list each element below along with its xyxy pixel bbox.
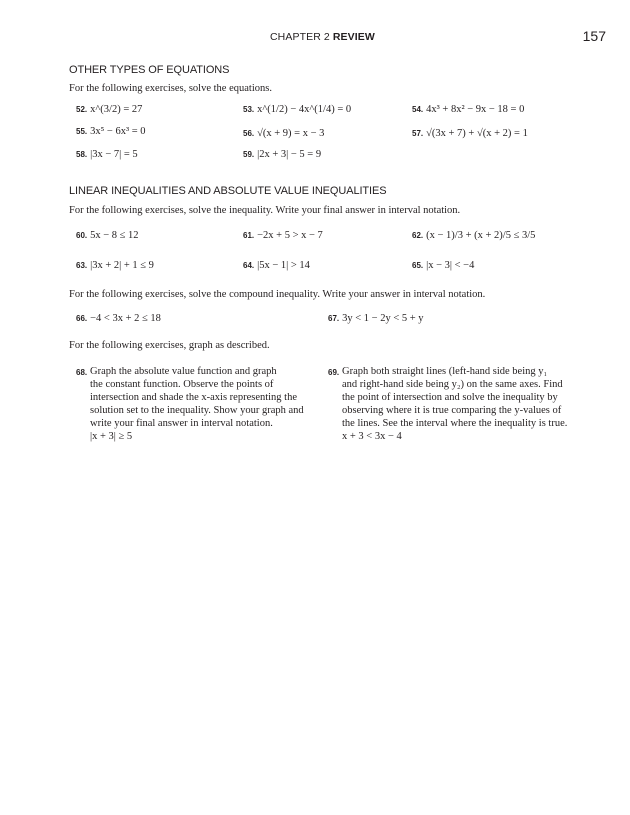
exercise-line: the constant function. Observe the points of: [90, 379, 274, 390]
exercise-text: x^(1/2) − 4x^(1/4) = 0: [257, 104, 352, 115]
exercise-number: 54.: [412, 105, 424, 114]
exercise-number: 56.: [243, 129, 255, 138]
instruction-compound-inequality: For the following exercises, solve the compound inequality. Write your answer in interval notation.: [69, 289, 486, 300]
exercise-64: [243, 260, 310, 271]
exercise-text: (x − 1)/3 + (x + 2)/5 ≤ 3/5: [426, 230, 536, 241]
exercise-59: [243, 149, 321, 160]
exercise-number: 65.: [412, 261, 424, 270]
exercise-55: [76, 126, 146, 137]
exercise-text: 4x³ + 8x² − 9x − 18 = 0: [426, 104, 525, 115]
section-label: REVIEW: [332, 31, 375, 43]
exercise-number: 61.: [243, 231, 255, 240]
exercise-text: 3y < 1 − 2y < 5 + y: [342, 313, 424, 324]
exercise-text: |2x + 3| − 5 = 9: [257, 149, 322, 160]
exercise-53: [243, 104, 351, 115]
instruction-solve-equations: For the following exercises, solve the equations.: [69, 83, 272, 94]
exercise-number: 52.: [76, 105, 88, 114]
page-number: 157: [582, 28, 606, 44]
exercise-60: [76, 230, 139, 241]
section-title-other-equations: OTHER TYPES OF EQUATIONS: [69, 64, 230, 76]
exercise-text: x^(3/2) = 27: [90, 104, 143, 115]
exercise-68: [76, 365, 340, 443]
exercise-inequality: |x + 3| ≥ 5: [90, 431, 133, 442]
exercise-62: [412, 230, 535, 241]
exercise-65: [412, 260, 474, 271]
exercise-line: the point of intersection and solve the inequality by: [342, 392, 558, 403]
exercise-text: |3x − 7| = 5: [90, 149, 138, 160]
exercise-line: write your final answer in interval notation.: [90, 418, 273, 429]
instruction-solve-inequality: For the following exercises, solve the inequality. Write your final answer in interval notation.: [69, 205, 461, 216]
exercise-63: [76, 260, 154, 271]
exercise-54: [412, 104, 524, 115]
exercise-number: 62.: [412, 231, 424, 240]
exercise-52: [76, 104, 142, 115]
exercise-text: 3x⁵ − 6x³ = 0: [90, 126, 146, 137]
exercise-line: the lines. See the interval where the inequality is true.: [342, 418, 568, 429]
exercise-number: 66.: [76, 314, 88, 323]
exercise-text: 5x − 8 ≤ 12: [90, 230, 139, 241]
exercise-number: 68.: [76, 368, 88, 377]
exercise-56: [243, 128, 324, 139]
exercise-text: |x − 3| < −4: [426, 260, 475, 271]
exercise-number: 69.: [328, 368, 340, 377]
exercise-line: intersection and shade the x-axis representing the: [90, 392, 298, 403]
exercise-text: −4 < 3x + 2 ≤ 18: [90, 313, 161, 324]
exercise-67: [328, 313, 424, 324]
exercise-69: [328, 365, 604, 443]
exercise-line: solution set to the inequality. Show your graph and: [90, 405, 304, 416]
exercise-text: |5x − 1| > 14: [257, 260, 310, 271]
exercise-text: |3x + 2| + 1 ≤ 9: [90, 260, 154, 271]
exercise-number: 53.: [243, 105, 255, 114]
exercise-number: 58.: [76, 150, 88, 159]
exercise-66: [76, 313, 161, 324]
exercise-line: Graph the absolute value function and graph: [90, 366, 277, 377]
exercise-number: 64.: [243, 261, 255, 270]
exercise-text: −2x + 5 > x − 7: [257, 230, 323, 241]
exercise-57: [412, 128, 528, 139]
instruction-graph: For the following exercises, graph as described.: [69, 340, 270, 351]
exercise-number: 60.: [76, 231, 88, 240]
exercise-text: √(3x + 7) + √(x + 2) = 1: [426, 128, 528, 139]
exercise-number: 67.: [328, 314, 340, 323]
page-header: [0, 28, 630, 47]
exercise-inequality: x + 3 < 3x − 4: [342, 431, 402, 442]
chapter-label: CHAPTER 2: [270, 31, 330, 43]
exercise-number: 57.: [412, 129, 424, 138]
chapter-heading: [270, 31, 375, 43]
exercise-line: observing where it is true comparing the y-values of: [342, 405, 562, 416]
exercise-line: and right-hand side being y₂) on the same axes. Find: [342, 379, 563, 390]
exercise-58: [76, 149, 138, 160]
section-title-inequalities: LINEAR INEQUALITIES AND ABSOLUTE VALUE INEQUALITIES: [69, 185, 387, 197]
exercise-text: √(x + 9) = x − 3: [257, 128, 325, 139]
exercise-line: Graph both straight lines (left-hand side being y₁: [342, 366, 548, 377]
exercise-number: 55.: [76, 127, 88, 136]
exercise-number: 59.: [243, 150, 255, 159]
exercise-number: 63.: [76, 261, 88, 270]
exercise-61: [243, 230, 323, 241]
